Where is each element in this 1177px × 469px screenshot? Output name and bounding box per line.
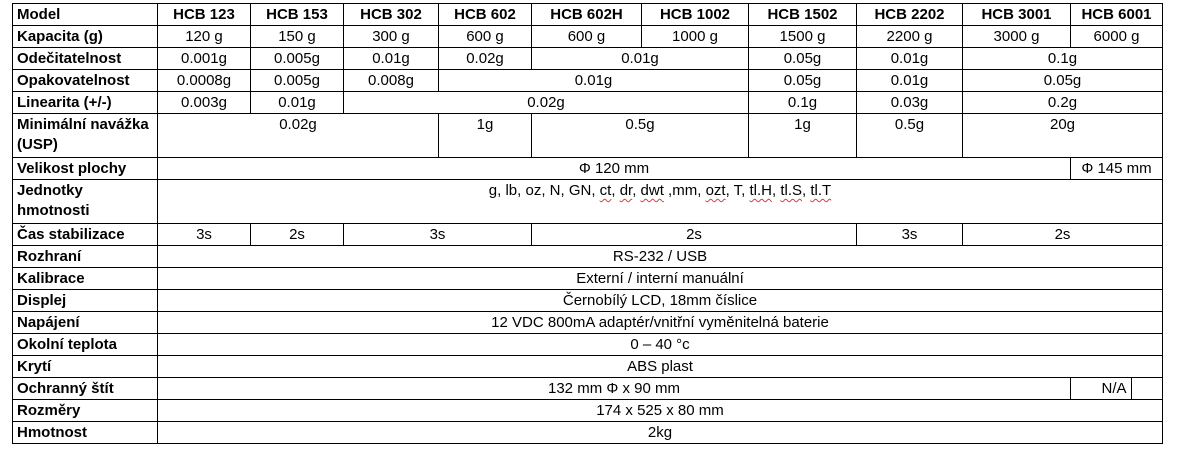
table-cell: 1500 g (749, 26, 857, 48)
table-cell: 0.02g (344, 92, 749, 114)
row-cas-stabilizace (13, 224, 1163, 246)
table-cell: 1g (439, 114, 532, 158)
table-cell: 0.001g (158, 48, 251, 70)
row-label: Opakovatelnost (13, 70, 158, 92)
header-hcb-3001: HCB 3001 (963, 4, 1071, 26)
row-jednotky-hmotnosti (13, 180, 1163, 224)
table-cell: 0.0008g (158, 70, 251, 92)
table-cell: 0.01g (857, 70, 963, 92)
spec-table (12, 3, 1163, 444)
table-cell: 0.01g (251, 92, 344, 114)
row-okolni-teplota (13, 334, 1163, 356)
table-cell: 0 – 40 °c (158, 334, 1163, 356)
header-row (13, 4, 1163, 26)
table-cell: 12 VDC 800mA adaptér/vnitřní vyměnitelná baterie (158, 312, 1163, 334)
row-linearita (13, 92, 1163, 114)
table-cell: 0.5g (857, 114, 963, 158)
table-cell: 0.5g (532, 114, 749, 158)
table-cell: 0.05g (749, 70, 857, 92)
row-label: Ochranný štít (13, 378, 158, 400)
row-label: Čas stabilizace (13, 224, 158, 246)
table-cell: 2200 g (857, 26, 963, 48)
table-cell: ABS plast (158, 356, 1163, 378)
table-cell: 0.05g (963, 70, 1163, 92)
row-label: Velikost plochy (13, 158, 158, 180)
table-cell: 3s (857, 224, 963, 246)
header-hcb-2202: HCB 2202 (857, 4, 963, 26)
row-label: Hmotnost (13, 422, 158, 444)
table-cell: 6000 g (1071, 26, 1163, 48)
units-separator: ,mm, (663, 182, 706, 199)
table-cell: 0.1g (749, 92, 857, 114)
row-kapacita (13, 26, 1163, 48)
row-velikost-plochy (13, 158, 1163, 180)
unit-dr: dr (619, 182, 633, 199)
table-cell: 0.005g (251, 70, 344, 92)
header-hcb-123: HCB 123 (158, 4, 251, 26)
table-cell: 600 g (532, 26, 642, 48)
table-cell: 0.03g (857, 92, 963, 114)
row-label: Kalibrace (13, 268, 158, 290)
table-cell: Φ 145 mm (1071, 158, 1163, 180)
row-label: Kapacita (g) (13, 26, 158, 48)
table-cell: 150 g (251, 26, 344, 48)
header-hcb-602: HCB 602 (439, 4, 532, 26)
table-cell: 3s (344, 224, 532, 246)
row-kryti (13, 356, 1163, 378)
row-label: Minimální navážka (USP) (13, 114, 158, 158)
unit-tl-s: tl.S (780, 182, 803, 199)
table-cell: 3000 g (963, 26, 1071, 48)
table-cell: 2s (251, 224, 344, 246)
table-cell: 2s (963, 224, 1163, 246)
table-cell: 0.01g (439, 70, 749, 92)
units-separator: , T, (725, 182, 750, 199)
table-cell: 132 mm Φ x 90 mm (158, 378, 1071, 400)
units-text: g, lb, oz, N, GN, (488, 182, 600, 199)
table-cell: 0.02g (158, 114, 439, 158)
units-cell (158, 180, 1163, 224)
table-cell: Černobílý LCD, 18mm číslice (158, 290, 1163, 312)
table-cell: 2s (532, 224, 857, 246)
units-separator: , (611, 182, 620, 199)
table-cell: 600 g (439, 26, 532, 48)
units-separator: , (632, 182, 641, 199)
row-label: Odečitatelnost (13, 48, 158, 70)
row-displej (13, 290, 1163, 312)
table-cell: 0.1g (963, 48, 1163, 70)
table-cell: 0.003g (158, 92, 251, 114)
spec-table-wrapper (12, 3, 1163, 444)
table-cell: 20g (963, 114, 1163, 158)
header-hcb-1002: HCB 1002 (642, 4, 749, 26)
header-hcb-6001: HCB 6001 (1071, 4, 1163, 26)
table-cell: 0.01g (532, 48, 749, 70)
table-cell: 300 g (344, 26, 439, 48)
row-opakovatelnost (13, 70, 1163, 92)
table-cell: 0.008g (344, 70, 439, 92)
row-label: Rozměry (13, 400, 158, 422)
na-text: N/A (1101, 378, 1131, 399)
row-minimalni-navazka (13, 114, 1163, 158)
header-hcb-153: HCB 153 (251, 4, 344, 26)
row-label: Krytí (13, 356, 158, 378)
header-hcb-602h: HCB 602H (532, 4, 642, 26)
row-ochranny-stit (13, 378, 1163, 400)
row-label: Displej (13, 290, 158, 312)
table-cell: 1000 g (642, 26, 749, 48)
row-rozmery (13, 400, 1163, 422)
table-cell: 0.005g (251, 48, 344, 70)
table-cell: 3s (158, 224, 251, 246)
row-label: Okolní teplota (13, 334, 158, 356)
table-cell: RS-232 / USB (158, 246, 1163, 268)
header-model: Model (13, 4, 158, 26)
table-cell: 0.2g (963, 92, 1163, 114)
table-cell: 1g (749, 114, 857, 158)
units-separator: , (802, 182, 811, 199)
unit-ozt: ozt (705, 182, 726, 199)
header-hcb-302: HCB 302 (344, 4, 439, 26)
table-cell: 120 g (158, 26, 251, 48)
header-hcb-1502: HCB 1502 (749, 4, 857, 26)
table-cell: Externí / interní manuální (158, 268, 1163, 290)
row-rozhrani (13, 246, 1163, 268)
table-cell: Φ 120 mm (158, 158, 1071, 180)
row-kalibrace (13, 268, 1163, 290)
unit-dwt: dwt (640, 182, 664, 199)
table-cell: 174 x 525 x 80 mm (158, 400, 1163, 422)
table-cell: 2kg (158, 422, 1163, 444)
table-cell: 0.01g (857, 48, 963, 70)
row-label: Rozhraní (13, 246, 158, 268)
row-napajeni (13, 312, 1163, 334)
row-label: Linearita (+/-) (13, 92, 158, 114)
row-odecitatelnost (13, 48, 1163, 70)
row-label: Napájení (13, 312, 158, 334)
table-cell: 0.02g (439, 48, 532, 70)
unit-tl-h: tl.H (749, 182, 772, 199)
units-separator: , (771, 182, 781, 199)
unit-ct: ct (599, 182, 612, 199)
unit-tl-t: tl.T (810, 182, 832, 199)
table-cell: 0.05g (749, 48, 857, 70)
row-label: Jednotky hmotnosti (13, 180, 158, 224)
table-cell: 0.01g (344, 48, 439, 70)
table-cell-na (1071, 378, 1163, 400)
row-hmotnost (13, 422, 1163, 444)
